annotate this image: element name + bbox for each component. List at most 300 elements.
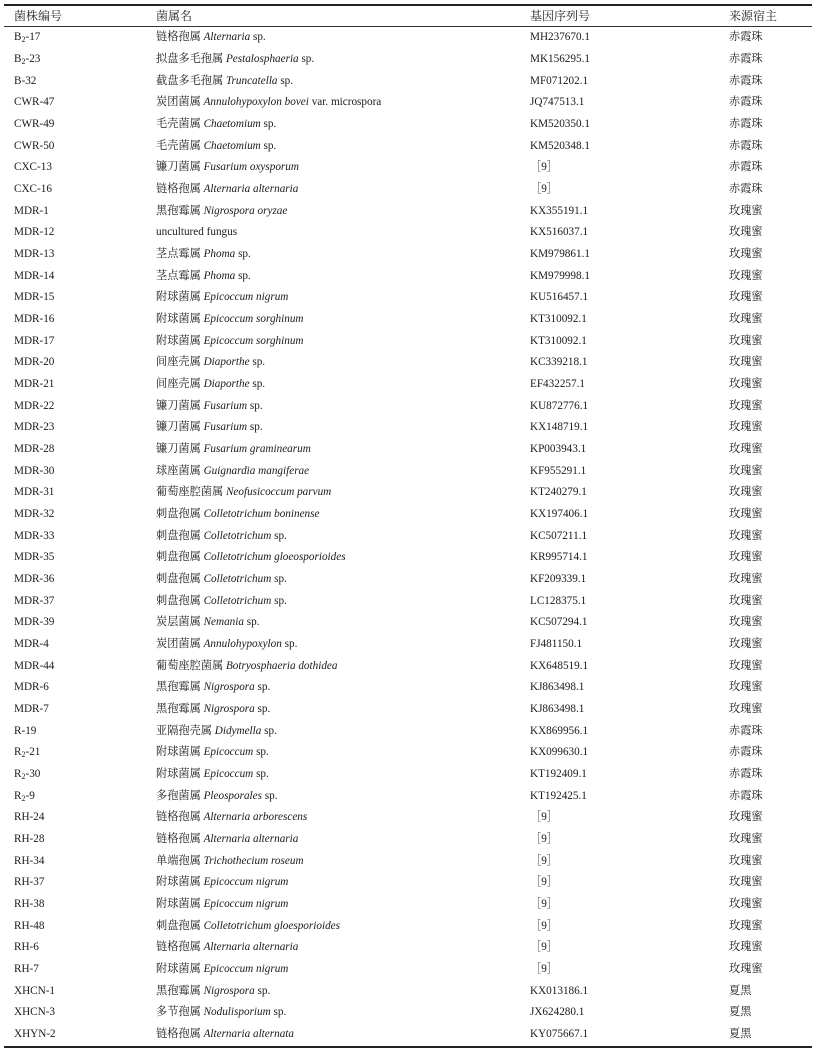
strain-id [4,249,156,260]
strain-id-main: MDR-15 [14,291,55,304]
genus-latin-italic: Colletotrichum [203,594,272,607]
genus-latin-italic: Phoma [203,247,236,260]
table-row [4,742,812,764]
strain-id [4,574,156,585]
source-host: 玫瑰蜜 [729,659,763,672]
genus-chinese: 刺盘孢属 [156,508,201,521]
table-row [4,612,812,634]
genus-latin-plain: sp. [261,789,278,802]
accession-number: KX516037.1 [530,226,589,239]
strain-id [4,422,156,433]
strain-id-main: B [14,52,22,65]
genus-name [156,552,530,563]
genus-name [156,444,530,455]
strain-id [4,921,156,932]
strain-id [4,747,156,758]
genus-chinese: 镰刀菌属 [156,161,201,174]
table-row [4,330,812,352]
accession-number: ［9］ [530,898,558,911]
header-accession: 基因序列号 [530,9,591,23]
table-row [4,916,812,938]
genus-latin-italic: Botryosphaeria dothidea [225,659,338,672]
genus-latin-italic: Trichothecium roseum [203,854,304,867]
table-row [4,959,812,981]
strain-id [4,314,156,325]
genus-chinese: 链格孢属 [156,833,201,846]
table-row [4,460,812,482]
table-row [4,222,812,244]
strain-id-main: MDR-37 [14,594,55,607]
genus-name [156,76,530,87]
strain-id [4,466,156,477]
genus-name [156,769,530,780]
genus-latin-italic: Epicoccum nigrum [203,898,289,911]
genus-latin-italic: Annulohypoxylon bovei [203,96,309,109]
genus-latin-italic: Guignardia mangiferae [203,464,310,477]
genus-latin-italic: Alternaria alternata [203,1028,294,1041]
strain-id-main: XHYN-2 [14,1028,56,1041]
source-host: 赤霞珠 [729,161,763,174]
genus-chinese: 镰刀菌属 [156,421,201,434]
table-row [4,851,812,873]
strain-id [4,141,156,152]
accession-number: KC507294.1 [530,616,588,629]
source-host: 赤霞珠 [729,52,763,65]
table-row [4,1024,812,1046]
strain-id-main: MDR-14 [14,269,55,282]
strain-id-subscript: 2 [21,56,26,66]
genus-chinese: 附球菌属 [156,963,201,976]
table-row [4,374,812,396]
accession-number: KT310092.1 [530,334,587,347]
source-host: 玫瑰蜜 [729,854,763,867]
genus-latin-italic: Diaporthe [203,377,250,390]
strain-id [4,877,156,888]
genus-latin-plain: sp. [243,616,260,629]
strain-id-main: CWR-50 [14,139,55,152]
accession-number: KX197406.1 [530,508,589,521]
source-host: 玫瑰蜜 [729,443,763,455]
genus-latin-plain: sp. [298,52,315,65]
strain-id-subscript: 2 [21,793,26,803]
table-row [4,352,812,374]
source-host: 赤霞珠 [729,31,763,44]
strain-id-main: MDR-7 [14,703,49,716]
strain-id-main: RH-28 [14,833,45,846]
genus-latin-italic: Fusarium graminearum [203,443,311,455]
source-host: 玫瑰蜜 [729,551,763,564]
source-host: 夏黑 [729,1028,752,1041]
source-host: 赤霞珠 [729,746,763,759]
genus-chinese: 多节孢属 [156,1006,201,1019]
genus-chinese: 间座壳属 [156,356,201,369]
strain-id-main: MDR-13 [14,247,55,260]
table-row [4,721,812,743]
genus-chinese: 刺盘孢属 [156,529,201,542]
table-row [4,244,812,266]
strain-id-main: R [14,768,22,781]
source-host: 玫瑰蜜 [729,919,763,932]
accession-number: KJ863498.1 [530,703,585,716]
genus-name [156,336,530,347]
genus-latin-italic: Nigrospora [203,984,255,997]
genus-latin-plain: sp. [271,594,287,607]
fungal-strain-table [4,4,812,1048]
genus-name [156,206,530,217]
accession-number: KC339218.1 [530,356,588,369]
genus-latin-plain: sp. [260,117,277,130]
strain-id-main: MDR-39 [14,616,55,629]
source-host: 玫瑰蜜 [729,941,763,954]
accession-number: ［9］ [530,161,558,174]
genus-name [156,141,530,152]
genus-latin-plain: var. microspora [308,96,382,109]
genus-name [156,466,530,477]
accession-number: ［9］ [530,876,558,889]
strain-id [4,162,156,173]
strain-id-main: CXC-16 [14,182,52,195]
accession-number: KM979998.1 [530,269,590,282]
accession-number: KT192425.1 [530,789,587,802]
header-genus-name: 菌属名 [156,9,193,23]
strain-id [4,97,156,108]
source-host: 玫瑰蜜 [729,356,763,369]
strain-id [4,726,156,737]
genus-latin-italic: Colletotrichum gloeosporioides [203,551,346,564]
genus-name [156,682,530,693]
genus-name [156,271,530,282]
genus-latin-italic: Didymella [214,724,262,737]
genus-name [156,314,530,325]
genus-latin-plain: sp. [254,681,271,694]
strain-id-main: MDR-12 [14,226,55,239]
strain-id-main: MDR-30 [14,464,55,477]
source-host: 玫瑰蜜 [729,508,763,521]
strain-id [4,401,156,412]
strain-id-main: CWR-47 [14,96,55,109]
strain-id [4,292,156,303]
genus-chinese: 亚隔孢壳属 [156,724,212,737]
genus-latin-plain: sp. [253,746,269,759]
genus-latin-plain: sp. [281,638,298,651]
strain-id-main: CWR-49 [14,117,55,130]
genus-name [156,726,530,737]
strain-id [4,531,156,542]
genus-latin-plain: sp. [254,984,271,997]
genus-name [156,704,530,715]
table-row [4,872,812,894]
genus-chinese: 炭层菌属 [156,616,201,629]
strain-id-rest: -23 [25,52,41,65]
source-host: 玫瑰蜜 [729,833,763,846]
strain-id-main: MDR-44 [14,659,55,672]
strain-id-main: MDR-28 [14,443,55,455]
genus-name [156,1007,530,1018]
genus-chinese: 链格孢属 [156,811,201,824]
strain-id-main: MDR-31 [14,486,55,499]
genus-latin-italic: Alternaria [203,31,251,44]
genus-name [156,184,530,195]
table-row [4,807,812,829]
genus-chinese: 葡萄座腔菌属 [156,659,224,672]
table-row [4,655,812,677]
strain-id [4,661,156,672]
genus-latin-plain: sp. [247,399,263,412]
accession-number: EF432257.1 [530,377,586,390]
source-host: 玫瑰蜜 [729,876,763,889]
genus-chinese: 附球菌属 [156,898,201,911]
genus-name [156,942,530,953]
genus-latin-italic: Nigrospora [203,681,255,694]
genus-chinese: 附球菌属 [156,876,201,889]
genus-chinese: 链格孢属 [156,182,201,195]
source-host: 赤霞珠 [729,74,763,87]
table-row [4,525,812,547]
genus-name [156,899,530,910]
strain-id [4,552,156,563]
genus-name [156,661,530,672]
accession-number: ［9］ [530,963,558,976]
genus-latin-plain: sp. [277,74,294,87]
genus-name [156,812,530,823]
genus-latin-plain: sp. [249,356,266,369]
genus-latin-italic: Alternaria alternaria [203,941,299,954]
genus-name [156,596,530,607]
table-row [4,786,812,808]
source-host: 玫瑰蜜 [729,963,763,976]
accession-number: JQ747513.1 [530,96,585,109]
source-host: 玫瑰蜜 [729,204,763,217]
genus-latin-italic: Nodulisporium [203,1006,271,1019]
strain-id-subscript: 2 [21,750,26,760]
strain-id-rest: -21 [25,746,41,759]
genus-name [156,422,530,433]
genus-chinese: 附球菌属 [156,312,201,325]
genus-chinese: 黑孢霉属 [156,204,201,217]
table-row [4,135,812,157]
genus-name [156,856,530,867]
table-row [4,764,812,786]
genus-latin-italic: Colletotrichum boninense [203,508,320,521]
genus-name [156,834,530,845]
strain-id [4,834,156,845]
source-host: 玫瑰蜜 [729,594,763,607]
table-bottom-rule [4,1046,812,1048]
source-host: 玫瑰蜜 [729,312,763,325]
accession-number: ［9］ [530,182,558,195]
genus-name [156,249,530,260]
table-row [4,569,812,591]
source-host: 夏黑 [729,1006,752,1019]
accession-number: ［9］ [530,854,558,867]
strain-id-main: MDR-6 [14,681,49,694]
genus-latin-italic: Nigrospora [203,703,255,716]
table-row [4,114,812,136]
strain-id-main: RH-37 [14,876,45,889]
genus-latin-italic: Fusarium [203,399,248,412]
strain-id [4,1007,156,1018]
genus-latin-plain: sp. [261,724,277,737]
strain-id [4,509,156,520]
strain-id-main: RH-6 [14,941,39,954]
genus-name [156,357,530,368]
strain-id-main: XHCN-1 [14,984,56,997]
genus-chinese: 毛壳菌属 [156,139,201,152]
genus-latin-italic: Colletotrichum [203,529,272,542]
strain-id-rest: -17 [25,31,41,44]
genus-latin-italic: Nemania [203,616,244,629]
accession-number: KT192409.1 [530,768,587,781]
strain-id [4,791,156,802]
genus-latin-italic: Nigrospora oryzae [203,204,288,217]
accession-number: KX355191.1 [530,204,589,217]
accession-number: KT240279.1 [530,486,587,499]
strain-id [4,271,156,282]
genus-latin-plain: sp. [253,768,269,781]
genus-latin-italic: Alternaria alternaria [203,833,299,846]
genus-chinese: 刺盘孢属 [156,573,201,586]
source-host: 玫瑰蜜 [729,811,763,824]
strain-id-main: RH-38 [14,898,45,911]
genus-chinese: 刺盘孢属 [156,594,201,607]
strain-id [4,444,156,455]
genus-latin-italic: Fusarium [203,421,248,434]
source-host: 赤霞珠 [729,768,763,781]
strain-id [4,379,156,390]
strain-id [4,899,156,910]
genus-latin-plain: sp. [235,269,251,282]
accession-number: MK156295.1 [530,52,590,65]
table-row [4,70,812,92]
table-row [4,937,812,959]
table-row [4,677,812,699]
genus-chinese: 茎点霉属 [156,247,201,260]
genus-name [156,292,530,303]
genus-chinese: 球座菌属 [156,464,201,477]
table-row [4,27,812,49]
table-row [4,439,812,461]
genus-name [156,574,530,585]
genus-chinese: 镰刀菌属 [156,443,201,455]
source-host: 玫瑰蜜 [729,269,763,282]
genus-name [156,877,530,888]
genus-name [156,964,530,975]
source-host: 赤霞珠 [729,139,763,152]
accession-number: KF209339.1 [530,573,587,586]
genus-name [156,639,530,650]
accession-number: KP003943.1 [530,443,587,455]
strain-id [4,119,156,130]
genus-chinese: 附球菌属 [156,768,201,781]
genus-latin-italic: Epicoccum nigrum [203,876,289,889]
header-host: 来源宿主 [729,9,778,23]
strain-id-main: MDR-20 [14,356,55,369]
genus-name [156,54,530,65]
genus-chinese: 毛壳菌属 [156,117,201,130]
source-host: 玫瑰蜜 [729,898,763,911]
genus-latin-plain: sp. [260,139,277,152]
table-row [4,157,812,179]
genus-name [156,487,530,498]
table-row [4,309,812,331]
accession-number: LC128375.1 [530,594,587,607]
strain-id [4,769,156,780]
genus-latin-italic: Pleosporales [203,789,262,802]
table-row [4,92,812,114]
table-row [4,590,812,612]
accession-number: KU516457.1 [530,291,589,304]
genus-chinese: 间座壳属 [156,377,201,390]
genus-chinese: 拟盘多毛孢属 [156,52,224,65]
accession-number: KT310092.1 [530,312,587,325]
genus-name [156,791,530,802]
genus-latin-plain: sp. [254,703,271,716]
accession-number: KX099630.1 [530,746,589,759]
genus-latin-italic: Phoma [203,269,236,282]
accession-number: MH237670.1 [530,31,590,44]
accession-number: KJ863498.1 [530,681,585,694]
source-host: 赤霞珠 [729,96,763,109]
genus-chinese: 单端孢属 [156,854,201,867]
source-host: 玫瑰蜜 [729,291,763,304]
table-row [4,287,812,309]
strain-id-subscript: 2 [21,772,26,782]
accession-number: KF955291.1 [530,464,587,477]
source-host: 玫瑰蜜 [729,703,763,716]
strain-id-main: MDR-22 [14,399,55,412]
table-row [4,49,812,71]
accession-number: FJ481150.1 [530,638,583,651]
source-host: 玫瑰蜜 [729,464,763,477]
strain-id [4,206,156,217]
strain-id [4,856,156,867]
strain-id-main: MDR-1 [14,204,49,217]
accession-number: KY075667.1 [530,1028,589,1041]
source-host: 玫瑰蜜 [729,638,763,651]
strain-id-main: MDR-23 [14,421,55,434]
accession-number: KX648519.1 [530,659,589,672]
strain-id-main: R-19 [14,724,37,737]
genus-name [156,119,530,130]
source-host: 玫瑰蜜 [729,421,763,434]
source-host: 玫瑰蜜 [729,529,763,542]
table-row [4,200,812,222]
strain-id-main: MDR-21 [14,377,55,390]
genus-latin-italic: Epicoccum nigrum [203,291,289,304]
strain-id [4,964,156,975]
table-row [4,829,812,851]
genus-chinese: 炭团菌属 [156,96,201,109]
strain-id-main: R [14,789,22,802]
genus-chinese: 黑孢霉属 [156,703,201,716]
strain-id-main: MDR-4 [14,638,49,651]
strain-id [4,704,156,715]
header-strain-id: 菌株编号 [14,9,63,23]
genus-latin-italic: Fusarium oxysporum [203,161,299,174]
strain-id [4,54,156,65]
genus-chinese: 刺盘孢属 [156,919,201,932]
table-row [4,699,812,721]
accession-number: ［9］ [530,919,558,932]
genus-latin-italic: Epicoccum nigrum [203,963,289,976]
source-host: 赤霞珠 [729,724,763,737]
genus-name [156,401,530,412]
strain-id-rest: -9 [25,789,35,802]
strain-id-main: R [14,746,22,759]
strain-id [4,942,156,953]
strain-id-subscript: 2 [21,35,26,45]
strain-id [4,812,156,823]
